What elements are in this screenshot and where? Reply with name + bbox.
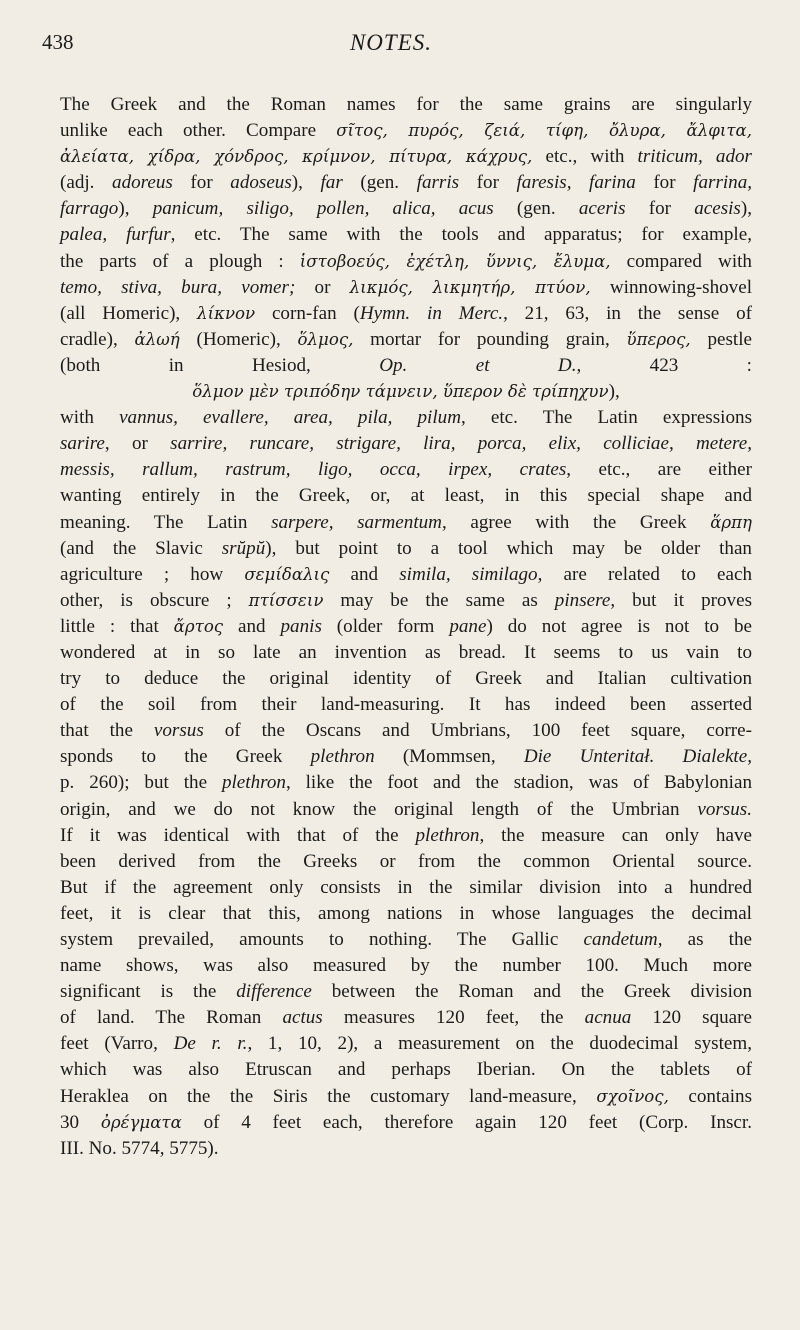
text-run: p. 260); but the — [60, 772, 222, 794]
text-run: winnowing-shovel — [590, 276, 753, 298]
italic-term: vannus, evallere, area, pila, pilum — [119, 407, 461, 429]
text-run: (gen. — [493, 198, 579, 220]
text-run: wanting entirely in the Greek, or, at least, in this special shape and — [60, 485, 752, 507]
text-line — [60, 770, 752, 796]
text-run: between the Roman and the Greek division — [311, 981, 752, 1003]
text-run: for — [172, 172, 231, 194]
text-run: ), but point to a tool which may be older than — [265, 537, 752, 559]
italic-term: farrina, — [693, 172, 753, 194]
text-run: of 4 feet each, therefore again 120 feet (Corp. Inscr. — [181, 1111, 752, 1133]
text-run: the parts of a plough : — [60, 250, 300, 272]
italic-term: adoreus — [112, 172, 173, 194]
italic-term: sarire — [60, 433, 105, 455]
text-run: with — [60, 407, 120, 429]
italic-term: farris — [416, 172, 460, 194]
text-run: 30 — [60, 1111, 101, 1133]
text-run: , as the — [657, 929, 752, 950]
text-run: contains — [668, 1085, 752, 1107]
italic-term: farrago — [60, 198, 119, 220]
text-line — [60, 483, 752, 509]
italic-term: vorsus — [153, 720, 204, 742]
italic-term: plethron — [415, 824, 480, 846]
text-line — [60, 144, 752, 170]
text-run: feet, it is clear that this, among nations in whose languages the decimal — [60, 902, 752, 924]
text-run: for — [625, 198, 695, 220]
text-run: system prevailed, amounts to nothing. The Gallic — [60, 929, 584, 950]
italic-term: temo, stiva, bura, vomer; — [60, 276, 296, 298]
italic-term: panis — [280, 615, 322, 637]
text-run: etc., with — [532, 146, 638, 168]
text-run: wondered at in so late an invention as bread. It seems to us vain to — [60, 641, 752, 663]
text-run: been derived from the Greeks or from the common Oriental source. — [60, 850, 752, 872]
text-line — [60, 953, 752, 979]
text-run: ) do not agree is not to be — [486, 615, 752, 637]
italic-term: far — [320, 172, 343, 194]
text-run: Heraklea on the the Siris the customary land-measure, — [60, 1085, 597, 1107]
text-run: and — [223, 615, 281, 637]
text-line — [60, 927, 752, 953]
text-run: , but it proves — [610, 589, 753, 611]
italic-term: plethron — [221, 772, 286, 794]
text-run: cradle), — [60, 328, 135, 350]
text-line — [60, 614, 752, 640]
text-run: mortar for pounding grain, — [353, 328, 627, 350]
text-line — [60, 718, 752, 744]
greek-term: σεμίδαλις — [244, 564, 330, 584]
text-line — [60, 301, 752, 327]
italic-term: sarrire, runcare, strigare, lira, porca, elix, colliciae, metere, — [170, 433, 752, 455]
italic-term: faresis, farina — [516, 172, 636, 194]
text-line — [60, 666, 752, 692]
text-line — [60, 170, 752, 196]
text-run: other, is obscure ; — [60, 589, 249, 611]
text-run: , like the foot and the stadion, was of Babylonian — [285, 772, 752, 794]
text-line — [60, 249, 752, 275]
text-line — [60, 823, 752, 849]
greek-term: ἅρπη — [710, 512, 752, 532]
text-run: little : that — [60, 615, 174, 637]
greek-term: σχοῖνος, — [596, 1086, 669, 1106]
text-line — [60, 1031, 752, 1057]
text-run: , etc. The same with the tools and apparatus; for example, — [170, 224, 752, 246]
page-header — [42, 30, 740, 70]
text-line — [60, 797, 752, 823]
italic-term: Hymn. in Merc. — [359, 302, 504, 324]
text-run: , the measure can only have — [479, 824, 752, 846]
text-run: of the soil from their land-measuring. It has indeed been asserted — [60, 694, 752, 716]
text-run: feet (Varro, — [60, 1033, 174, 1055]
italic-term: adoseus — [230, 172, 292, 194]
text-line — [60, 353, 752, 379]
notes-paragraph — [60, 92, 752, 1162]
text-line — [60, 692, 752, 718]
text-run: (older form — [321, 615, 450, 637]
greek-term: ὀρέγματα — [100, 1112, 182, 1132]
text-line — [60, 1057, 752, 1083]
text-run: which was also Etruscan and perhaps Iberian. On the tablets of — [60, 1059, 752, 1081]
text-line — [60, 510, 752, 536]
greek-term: ὅλμος, — [297, 329, 354, 349]
text-run: , 21, 63, in the sense of — [503, 302, 753, 324]
text-run: may be the same as — [323, 589, 555, 611]
greek-term: ἄρτος — [173, 616, 224, 636]
italic-term: Op. et D. — [379, 354, 577, 376]
italic-term: vorsus. — [697, 798, 752, 820]
text-run: , are related to each — [537, 563, 752, 585]
text-run: origin, and we do not know the original length of the Umbrian — [60, 798, 698, 820]
italic-term: messis, rallum, rastrum, ligo, occa, irpex, crates — [60, 459, 567, 481]
text-line — [60, 457, 752, 483]
text-run: ), — [291, 172, 321, 194]
text-run: name shows, was also measured by the number 100. Much more — [60, 955, 752, 977]
text-line — [60, 744, 752, 770]
greek-term: ἱστοβοεύς, ἐχέτλη, ὕννις, ἔλυμα, — [299, 251, 611, 271]
italic-term: panicum, siligo, pollen, alica, acus — [152, 198, 494, 220]
text-line — [60, 431, 752, 457]
text-line — [60, 536, 752, 562]
text-run: significant is the — [60, 981, 237, 1003]
text-run: (both in Hesiod, — [60, 354, 380, 376]
text-run: ), — [740, 198, 753, 220]
text-run: agriculture ; how — [60, 563, 245, 585]
text-line — [60, 1084, 752, 1110]
text-line — [60, 901, 752, 927]
text-run: , agree with the Greek — [441, 511, 711, 533]
greek-term: σῖτος, πυρός, ζειά, τίφη, ὄλυρα, ἄλφιτα, — [336, 121, 752, 141]
text-run: compared with — [610, 250, 752, 272]
text-line — [60, 562, 752, 588]
text-run: for — [459, 172, 517, 194]
text-run: sponds to the Greek — [60, 746, 311, 768]
text-run: or — [295, 276, 350, 298]
text-run: measures 120 feet, the — [322, 1007, 585, 1029]
text-run: and — [329, 563, 400, 585]
text-run: for — [635, 172, 694, 194]
greek-term: ὅλμον μὲν τριπόδην τάμνειν, ὕπερον δὲ τρίπηχυν — [192, 382, 609, 402]
greek-term: λικμός, λικμητήρ, πτύον, — [349, 277, 591, 297]
italic-term: plethron — [310, 746, 375, 768]
italic-term: candetum — [583, 929, 658, 950]
italic-term: Die Unteritał. Dialekte, — [523, 746, 752, 768]
italic-term: aceris — [578, 198, 626, 220]
text-run: unlike each other. Compare — [60, 120, 337, 142]
italic-term: difference — [236, 981, 312, 1003]
italic-term: acesis — [694, 198, 741, 220]
text-run: , 1, 10, 2), a measurement on the duodecimal system, — [247, 1033, 753, 1055]
text-run: The Greek and the Roman names for the same grains are singularly — [60, 94, 752, 115]
text-run: , 423 : — [576, 354, 752, 376]
text-line — [60, 327, 752, 353]
text-line — [60, 222, 752, 248]
text-run: But if the agreement only consists in the similar division into a hundred — [60, 876, 752, 898]
italic-term: triticum, ador — [637, 146, 752, 168]
text-line — [60, 640, 752, 666]
text-run: (Homeric), — [179, 328, 298, 350]
italic-term: sarpere, sarmentum — [271, 511, 442, 533]
text-run: ), — [118, 198, 153, 220]
running-title: NOTES. — [349, 30, 433, 55]
italic-term: acnua — [584, 1007, 632, 1029]
text-line — [60, 588, 752, 614]
text-line — [60, 1136, 752, 1162]
italic-term: De r. r. — [173, 1033, 248, 1055]
text-run: ), — [608, 381, 620, 403]
greek-term: πτίσσειν — [248, 590, 324, 610]
text-line — [60, 979, 752, 1005]
text-line — [60, 875, 752, 901]
text-run: of the Oscans and Umbrians, 100 feet square, corre- — [203, 720, 752, 742]
text-line — [60, 1005, 752, 1031]
text-run: try to deduce the original identity of Greek and Italian cultivation — [60, 668, 752, 690]
text-run: corn-fan ( — [255, 302, 360, 324]
text-run: If it was identical with that of the — [60, 824, 416, 846]
page-number: 438 — [42, 30, 74, 54]
text-run: , or — [104, 433, 171, 455]
text-run: (all Homeric), — [60, 302, 198, 324]
text-run: , etc. The Latin expressions — [461, 407, 752, 429]
text-run: (Mommsen, — [374, 746, 524, 768]
text-line — [60, 118, 752, 144]
italic-term: pinsere — [554, 589, 611, 611]
text-line — [60, 1110, 752, 1136]
text-run: , etc., are either — [566, 459, 752, 481]
greek-term: ἀλείατα, χίδρα, χόνδρος, κρίμνον, πίτυρα, κάχρυς, — [60, 147, 533, 167]
text-line — [60, 92, 752, 118]
italic-term: pane — [449, 615, 487, 637]
italic-term: srŭpŭ — [221, 537, 266, 559]
text-run: meaning. The Latin — [60, 511, 272, 533]
text-line — [60, 849, 752, 875]
text-run: that the — [60, 720, 154, 742]
italic-term: palea, furfur — [60, 224, 171, 246]
text-run: (gen. — [342, 172, 417, 194]
text-run: 120 square — [631, 1007, 752, 1029]
italic-term: simila, similago — [399, 563, 538, 585]
text-line — [60, 379, 752, 405]
text-run: (adj. — [60, 172, 113, 194]
greek-term: ὕπερος, — [626, 329, 691, 349]
text-run: of land. The Roman — [60, 1007, 283, 1029]
text-run: III. No. 5774, 5775). — [60, 1137, 219, 1159]
greek-term: ἀλωή — [134, 329, 180, 349]
text-run: (and the Slavic — [60, 537, 222, 559]
italic-term: actus — [282, 1007, 323, 1029]
greek-term: λίκνον — [197, 303, 256, 323]
text-line — [60, 405, 752, 431]
text-line — [60, 196, 752, 222]
text-line — [60, 275, 752, 301]
text-run: pestle — [690, 328, 752, 350]
